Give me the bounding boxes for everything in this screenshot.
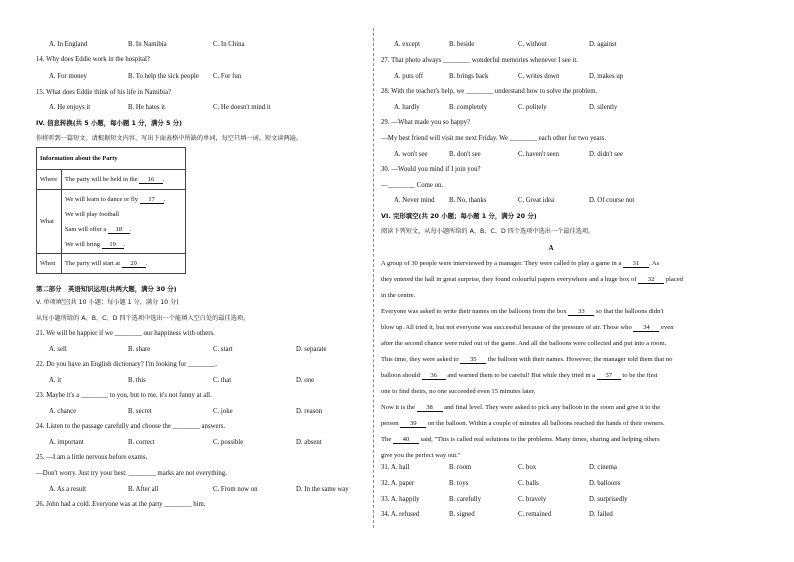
option[interactable]: B. brings back <box>449 73 489 80</box>
option[interactable]: B. No, thanks <box>449 197 487 204</box>
option[interactable]: B. signed <box>449 511 475 518</box>
blank-32[interactable]: 32 <box>638 276 664 284</box>
option[interactable]: C. possible <box>213 439 244 446</box>
passage-text: person <box>381 420 401 427</box>
question-22: 22. Do you have an English dictionary? I'm looking for ________. <box>36 361 217 368</box>
option[interactable]: A. Never mind <box>394 197 435 204</box>
option[interactable]: B. To help the sick people <box>128 73 199 80</box>
option[interactable]: B. carefully <box>449 496 482 503</box>
passage-text: they entered the hall in great surprise, they found colourful papers everywhere and a huge box of <box>381 276 639 283</box>
option[interactable]: C. For fun <box>213 73 242 80</box>
option[interactable]: B. beside <box>449 41 475 48</box>
option[interactable]: C. Great idea <box>518 197 555 204</box>
what-text: We will learn to dance or fly <box>65 195 138 203</box>
option[interactable]: C. He doesn't mind it <box>213 104 271 111</box>
option[interactable]: B. After all <box>128 486 159 493</box>
blank-17[interactable]: 17 <box>140 196 164 204</box>
blank-18[interactable]: 18 <box>108 226 130 234</box>
option[interactable]: A. chance <box>49 408 77 415</box>
passage-line <box>381 432 721 448</box>
passage-line <box>381 384 721 400</box>
question-15: 15. What does Eddie think of his life in Namibia? <box>36 89 172 96</box>
passage-text: to be the first <box>620 372 658 379</box>
option[interactable]: D. against <box>589 41 617 48</box>
option[interactable]: A. In England <box>49 41 88 48</box>
passage-text: The <box>381 436 393 443</box>
option[interactable]: D. failed <box>589 511 613 518</box>
blank-31[interactable]: 31 <box>623 260 649 268</box>
option[interactable]: C. balls <box>518 480 539 487</box>
option[interactable]: C. politely <box>518 104 547 111</box>
when-text: The party will start at <box>65 259 121 267</box>
column-divider <box>373 28 374 528</box>
what-text: We will play football <box>65 210 119 218</box>
option[interactable]: 31. A. hall <box>381 464 410 471</box>
passage-line <box>381 336 721 352</box>
question-14: 14. Why does Eddie work in the hospital? <box>36 56 150 63</box>
option[interactable]: A. won't see <box>394 151 428 158</box>
option[interactable]: 33. A. happily <box>381 496 420 503</box>
blank-16[interactable]: 16 <box>139 176 163 184</box>
question-27: 27. That photo always ________ wonderful memories whenever I see it. <box>381 57 578 64</box>
option[interactable]: C. without <box>518 41 547 48</box>
option[interactable]: D. silently <box>589 104 618 111</box>
passage-text: said, "This is called real solutions to the problems. Many times, sharing and helping others <box>418 436 660 443</box>
blank-40[interactable]: 40 <box>393 436 419 444</box>
option[interactable]: C. writes down <box>518 73 560 80</box>
passage-line <box>381 272 721 288</box>
option[interactable]: B. share <box>128 346 151 353</box>
option[interactable]: B. this <box>128 377 146 384</box>
option[interactable]: B. toys <box>449 480 469 487</box>
passage-line <box>381 256 721 272</box>
what-cell <box>62 190 186 254</box>
passage-text: give you the perfect way out." <box>381 452 461 459</box>
option[interactable]: 32. A. paper <box>381 480 415 487</box>
passage-line <box>381 352 721 368</box>
option[interactable]: A. it <box>49 377 62 384</box>
passage-line <box>381 288 721 304</box>
passage-text: Now it is the <box>381 404 417 411</box>
option[interactable]: A. sell <box>49 346 67 353</box>
what-line <box>65 192 182 207</box>
punct: . <box>163 195 166 203</box>
option[interactable]: A. As a result <box>49 486 87 493</box>
where-cell: The party will be held in the 16 . <box>62 170 186 190</box>
option[interactable]: A. puts off <box>394 73 424 80</box>
option[interactable]: A. He enjoys it <box>49 104 91 111</box>
what-line <box>65 207 182 222</box>
when-label: When <box>37 254 62 274</box>
question-25-line-2: —Don't worry. Just try your best. ________ marks are not everything. <box>36 470 227 477</box>
passage-line <box>381 368 721 384</box>
when-cell <box>62 254 186 274</box>
passage-text: . As <box>648 260 660 267</box>
section-5-title: V. 单项填空(共 10 小题；每小题 1 分，满分 10 分) <box>36 299 179 306</box>
table-header: Information about the Party <box>37 148 186 170</box>
passage-text: A group of 30 people were interviewed by a manager. They were called to play a game in a <box>381 260 623 267</box>
option[interactable]: B. correct <box>128 439 155 446</box>
punct: . <box>123 240 126 248</box>
option[interactable]: C. box <box>518 464 537 471</box>
blank-34[interactable]: 34 <box>633 324 659 332</box>
option[interactable]: B. In Namibia <box>128 41 167 48</box>
option[interactable]: C. From now on <box>213 486 258 493</box>
section-5-instruction: 从每小题所给的 A、B、C、D 四个选项中选出一个能填入空白处的最佳选项。 <box>36 315 250 322</box>
question-30-line-1: 30. —Would you mind if I join you? <box>381 166 481 173</box>
passage-text: and warned them to be careful! But while they tried in a <box>445 372 597 379</box>
question-30-line-2: —________ Come on. <box>381 182 444 189</box>
what-label: What <box>37 190 62 254</box>
passage-text: blow up. All tried it, but not everyone was successful because of the pressure of air. Those who <box>381 324 634 331</box>
what-text: Sam will offer a <box>65 225 107 233</box>
option[interactable]: 34. A. refused <box>381 511 420 518</box>
party-info-table <box>36 147 186 274</box>
punct: . <box>145 259 148 267</box>
option[interactable]: B. He hates it <box>128 104 165 111</box>
part-2-title: 第二部分 英语知识运用(共两大题，满分 30 分) <box>36 285 177 293</box>
option[interactable]: C. that <box>213 377 232 384</box>
passage-text: one to find theirs, no one succeeded even 15 minutes later. <box>381 388 536 395</box>
passage-text: in the centre. <box>381 292 416 299</box>
option[interactable]: C. bravely <box>518 496 547 503</box>
option[interactable]: B. completely <box>449 104 488 111</box>
blank-36[interactable]: 36 <box>422 372 446 380</box>
question-21: 21. We will be happier if we ________ our happiness with others. <box>36 330 215 337</box>
passage-line <box>381 400 721 416</box>
blank-37[interactable]: 37 <box>597 372 621 380</box>
option[interactable]: D. cinema <box>589 464 617 471</box>
option[interactable]: D. didn't see <box>589 151 623 158</box>
section-6-instruction: 阅读下列短文，从每小题所给的 A、B、C、D 四个选项中选出一个最佳选项。 <box>381 228 595 235</box>
option[interactable]: C. remained <box>518 511 552 518</box>
passage-label: A <box>548 244 554 252</box>
question-26: 26. John had a cold. Everyone was at the party ________ him. <box>36 501 206 508</box>
what-line <box>65 222 182 237</box>
passage-text: balloon should <box>381 372 422 379</box>
option[interactable]: D. balloons <box>589 480 621 487</box>
where-text: The party will be held in the <box>65 175 138 183</box>
where-label: Where <box>37 170 62 190</box>
passage-text: on the balloon. Within a couple of minutes all balloons reached the hands of their owners. <box>426 420 665 427</box>
option[interactable]: A. important <box>49 439 84 446</box>
option[interactable]: D. surprisedly <box>589 496 628 503</box>
section-4-instruction: 你将听到一篇短文。请根据短文内容，写出下面表格中所缺的单词，每空只填一词。短文读两遍。 <box>36 135 303 142</box>
option[interactable]: A. except <box>394 41 421 48</box>
blank-35[interactable]: 35 <box>460 356 486 364</box>
passage-text: even <box>659 324 674 331</box>
passage-text: so that the balloons didn't <box>594 308 664 315</box>
what-line <box>65 237 182 252</box>
option[interactable]: D. makes up <box>589 73 624 80</box>
passage-line <box>381 304 721 320</box>
option[interactable]: D. absent <box>296 439 322 446</box>
blank-33[interactable]: 33 <box>568 308 594 316</box>
question-28: 28. With the teacher's help, we ________ understand how to solve the problem. <box>381 88 598 95</box>
question-24: 24. Listen to the passage carefully and choose the ________ answers. <box>36 423 226 430</box>
blank-20[interactable]: 20 <box>122 260 146 268</box>
question-29-line-2: —My best friend will visit me next Friday. We ________ each other for two years. <box>381 135 607 142</box>
option[interactable]: D. In the same way <box>296 486 349 493</box>
passage-text: This time, they were asked to <box>381 356 461 363</box>
question-23: 23. Maybe it's a ________ to you, but to me, it's not funny at all. <box>36 392 212 399</box>
blank-19[interactable]: 19 <box>102 241 124 249</box>
option[interactable]: D. reason <box>296 408 323 415</box>
option[interactable]: C. In China <box>213 41 245 48</box>
passage-line <box>381 320 721 336</box>
option[interactable]: B. don't see <box>449 151 481 158</box>
passage-text: Everyone was asked to write their names on the balloons from the box <box>381 308 569 315</box>
section-4-title: IV. 信息转换(共 5 小题，每小题 1 分，满分 5 分) <box>36 119 182 127</box>
option[interactable]: B. room <box>449 464 472 471</box>
section-6-title: VI. 完形填空(共 20 小题；每小题 1 分，满分 20 分) <box>381 212 537 220</box>
option[interactable]: C. start <box>213 346 233 353</box>
passage-line <box>381 448 721 464</box>
passage-line <box>381 416 721 432</box>
option[interactable]: D. one <box>296 377 315 384</box>
what-text: We will bring <box>65 240 100 248</box>
blank-38[interactable]: 38 <box>417 404 443 412</box>
cloze-passage <box>381 256 721 464</box>
option[interactable]: A. hardly <box>394 104 420 111</box>
blank-39[interactable]: 39 <box>400 420 426 428</box>
passage-text: after the second chance were ruled out of the game. And all the balloons were collected and put into a room. <box>381 340 667 347</box>
punct: . <box>129 225 132 233</box>
passage-text: the balloon with their names. However, the manager told them that no <box>486 356 673 363</box>
option[interactable]: C. joke <box>213 408 233 415</box>
option[interactable]: A. For money <box>49 73 87 80</box>
passage-text: and final level. They were asked to pick any balloon in the room and give it to the <box>442 404 661 411</box>
option[interactable]: C. haven't seen <box>518 151 560 158</box>
question-29-line-1: 29. —What made you so happy? <box>381 119 471 126</box>
option[interactable]: D. Of course not <box>589 197 635 204</box>
passage-text: placed <box>664 276 683 283</box>
question-25-line-1: 25. —I am a little nervous before exams. <box>36 454 148 461</box>
option[interactable]: B. secret <box>128 408 152 415</box>
option[interactable]: D. separate <box>296 346 327 353</box>
